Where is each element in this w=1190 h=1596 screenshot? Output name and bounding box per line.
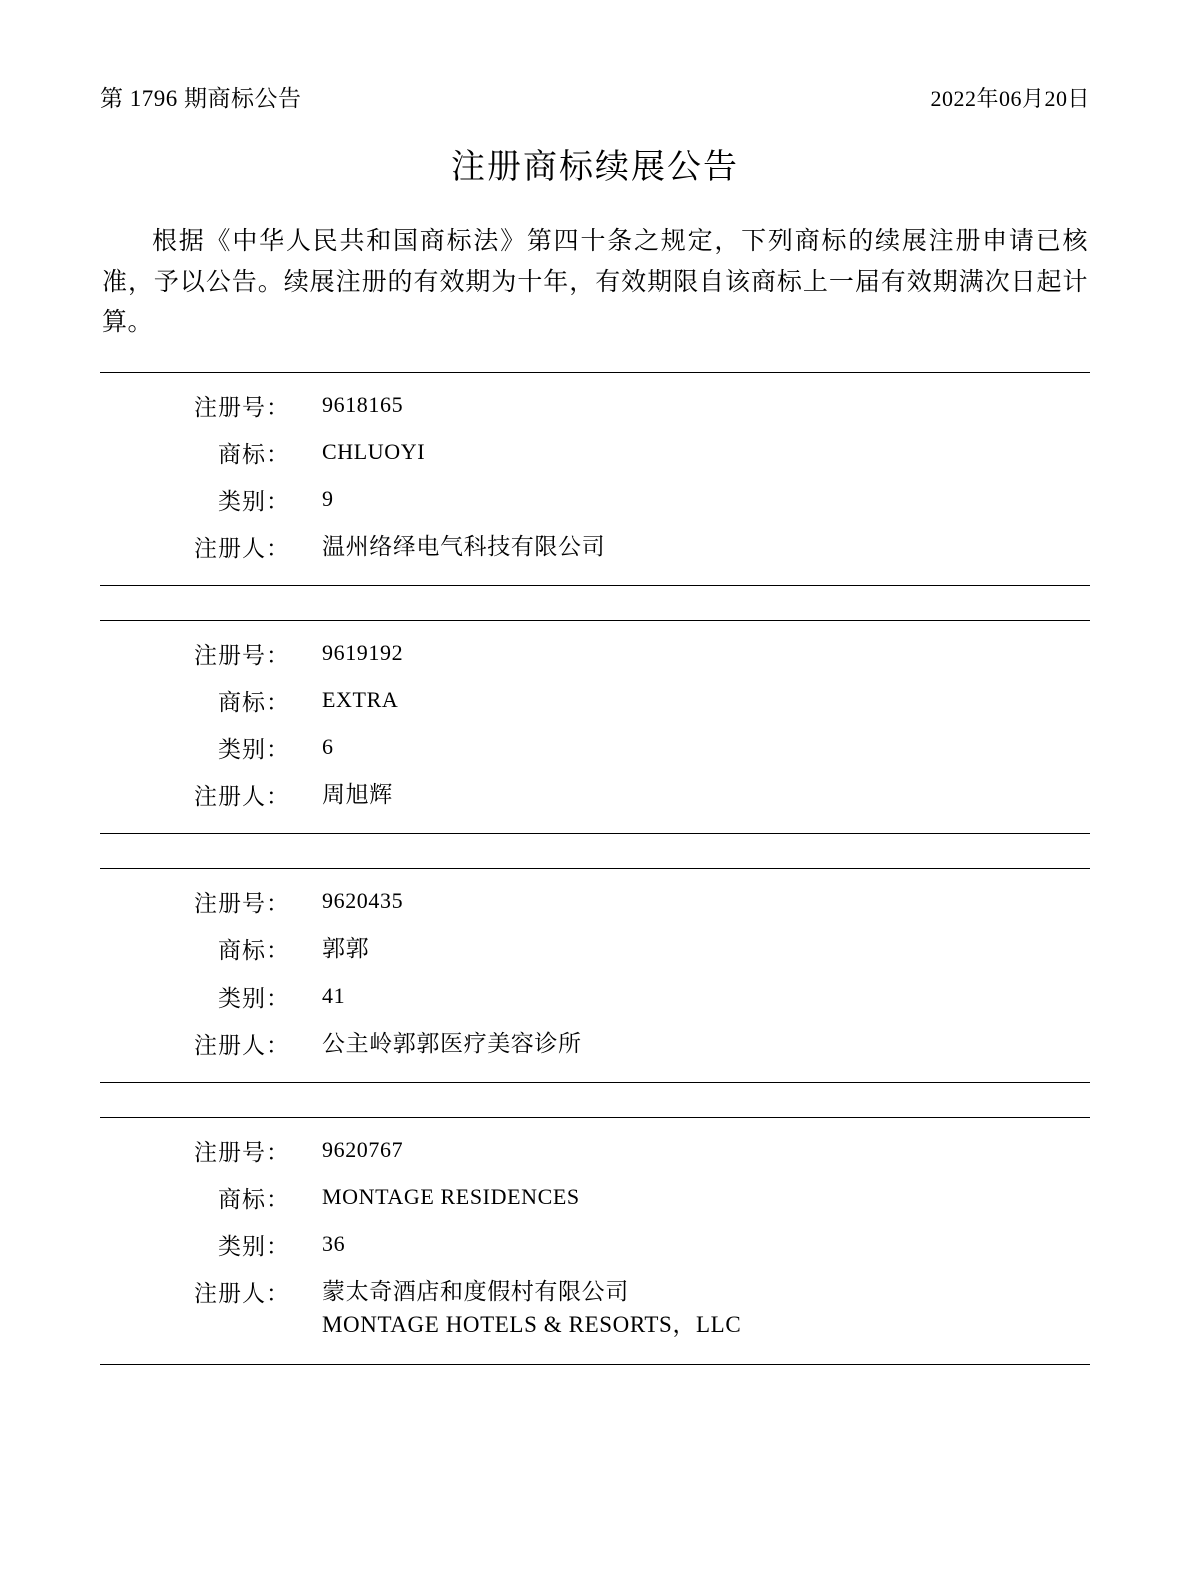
label-trademark: 商标：: [218, 689, 290, 715]
label-class: 类别：: [218, 985, 290, 1011]
trademark-record: [100, 869, 1090, 1082]
record-row-trademark: [100, 932, 1090, 965]
record-row-registrant: [100, 1275, 1090, 1342]
record-row-trademark: [100, 436, 1090, 469]
bulletin-issue: 第 1796 期商标公告: [100, 86, 302, 111]
intro-paragraph: 根据《中华人民共和国商标法》第四十条之规定，下列商标的续展注册申请已核准，予以公告。续展注册的有效期为十年，有效期限自该商标上一届有效期满次日起计算。: [102, 228, 1088, 336]
value-trademark: EXTRA: [322, 686, 399, 712]
label-registrant: 注册人：: [194, 783, 290, 809]
label-registrant: 注册人：: [194, 1280, 290, 1306]
record-row-registrant: [100, 1027, 1090, 1060]
divider: [100, 1364, 1090, 1365]
label-trademark: 商标：: [218, 1186, 290, 1212]
record-row-trademark: [100, 684, 1090, 717]
value-trademark: MONTAGE RESIDENCES: [322, 1183, 580, 1209]
label-trademark: 商标：: [218, 938, 290, 964]
page-header: [100, 80, 1090, 113]
value-trademark: 郭郭: [322, 936, 370, 962]
value-reg-no: 9618165: [322, 391, 404, 417]
value-reg-no: 9620435: [322, 888, 404, 914]
page-title: 注册商标续展公告: [451, 149, 739, 186]
label-class: 类别：: [218, 488, 290, 514]
record-row-class: [100, 980, 1090, 1013]
registrant-line-1: 公主岭郭郭医疗美容诊所: [322, 1030, 582, 1056]
value-registrant: [300, 778, 1090, 811]
value-class: 9: [322, 485, 334, 511]
label-reg-no: 注册号：: [194, 1139, 290, 1165]
value-registrant: [300, 1027, 1090, 1060]
trademark-record: [100, 1118, 1090, 1364]
value-trademark: CHLUOYI: [322, 438, 426, 464]
label-class: 类别：: [218, 736, 290, 762]
record-row-reg-no: [100, 389, 1090, 422]
trademark-record: [100, 621, 1090, 833]
record-row-trademark: [100, 1181, 1090, 1214]
label-trademark: 商标：: [218, 441, 290, 467]
registrant-line-1: 周旭辉: [322, 781, 393, 807]
registrant-line-1: 蒙太奇酒店和度假村有限公司: [322, 1278, 629, 1304]
record-row-class: [100, 483, 1090, 516]
label-registrant: 注册人：: [194, 535, 290, 561]
record-row-reg-no: [100, 637, 1090, 670]
value-class: 6: [322, 733, 334, 759]
label-reg-no: 注册号：: [194, 394, 290, 420]
label-class: 类别：: [218, 1233, 290, 1259]
record-gap: [100, 1083, 1090, 1117]
record-row-class: [100, 731, 1090, 764]
value-registrant: [300, 1275, 1090, 1342]
value-class: 36: [322, 1230, 346, 1256]
label-registrant: 注册人：: [194, 1032, 290, 1058]
trademark-record: [100, 373, 1090, 585]
record-row-class: [100, 1228, 1090, 1261]
value-reg-no: 9620767: [322, 1136, 404, 1162]
registrant-line-1: 温州络绎电气科技有限公司: [322, 533, 606, 559]
label-reg-no: 注册号：: [194, 642, 290, 668]
record-row-registrant: [100, 778, 1090, 811]
record-gap: [100, 834, 1090, 868]
value-reg-no: 9619192: [322, 639, 404, 665]
registrant-line-2: MONTAGE HOTELS & RESORTS，LLC: [322, 1312, 742, 1338]
record-row-reg-no: [100, 1134, 1090, 1167]
value-class: 41: [322, 982, 346, 1008]
record-gap: [100, 586, 1090, 620]
bulletin-date: 2022年06月20日: [930, 86, 1090, 111]
value-registrant: [300, 530, 1090, 563]
label-reg-no: 注册号：: [194, 891, 290, 917]
record-row-reg-no: [100, 885, 1090, 918]
record-row-registrant: [100, 530, 1090, 563]
